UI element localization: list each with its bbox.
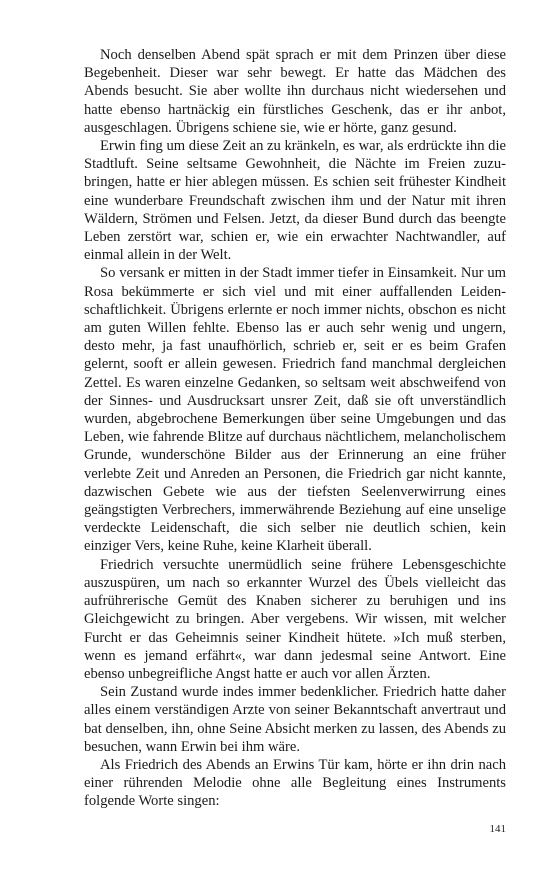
paragraph: Als Friedrich des Abends an Erwins Tür kam, hörte er ihn drin nach einer rührenden Melodie ohne alle Begleitung eines Instruments folgende Worte singen: bbox=[84, 756, 506, 810]
page-number: 141 bbox=[489, 823, 506, 835]
paragraph: So versank er mitten in der Stadt immer tiefer in Einsamkeit. Nur um Rosa bekümmerte er sich viel und mit einer auffallenden Leidenschaftlichkeit. Übrigens erlernte er noch immer nichts, obschon es nicht am guten Willen fehlte. Ebenso las er auch sehr wenig und ungern, desto mehr, ja fast unaufhörlich, schrieb er, seit er es beim Grafen gelernt, sooft er allein gewesen. Friedrich fand manchmal dergleichen Zettel. Es waren einzelne Gedanken, so seltsam weit abschweifend von der Sinnes- und Ausdrucksart unsrer Zeit, daß sie oft unverständlich wurden, abgebrochene Bemerkungen über seine Umgebungen und das Leben, wie fahrende Blitze auf durchaus nächtlichem, melancholischem Grunde, wunderschöne Bilder aus der Erinnerung an eine früher verlebte Zeit und Anreden an Personen, die Friedrich gar nicht kannte, dazwischen Gebete wie aus der tiefsten Seelenverwirrung eines geängstigten Verbrechers, immerwährende Beziehung auf eine unselige verdeckte Leidenschaft, die sich selber nie deutlich schien, kein einziger Vers, keine Ruhe, keine Klarheit überall. bbox=[84, 265, 506, 555]
paragraph: Noch denselben Abend spät sprach er mit dem Prinzen über diese Begebenheit. Dieser war sehr bewegt. Er hatte das Mädchen des Abends besucht. Sie aber wollte ihn durchaus nicht wiedersehen und hatte ebenso hartnäckig ein fürstliches Geschenk, das er ihr anbot, ausgeschlagen. Übrigens schiene sie, wie er hörte, ganz gesund. bbox=[84, 47, 506, 136]
paragraph: Friedrich versuchte unermüdlich seine frühere Lebensgeschichte auszuspüren, um nach so erkannter Wurzel des Übels vielleicht das aufrührerische Gemüt des Knaben sicherer zu beruhigen und ins Gleichgewicht zu bringen. Aber vergebens. Wir wissen, mit welcher Furcht er das Geheimnis seiner Kindheit hütete. »Ich muß sterben, wenn es jemand erfährt«, war dann jedesmal seine Antwort. Eine ebenso unbegreifliche Angst hatte er auch vor allen Ärzten. bbox=[84, 556, 506, 682]
body-text bbox=[84, 46, 506, 811]
paragraph: Erwin fing um diese Zeit an zu kränkeln, es war, als erdrückte ihn die Stadtluft. Seine seltsame Gewohnheit, die Nächte im Freien zuzubringen, hatte er hier ablegen müssen. Es schien seit frühester Kindheit eine wunderbare Freundschaft zwischen ihm und der Natur mit ihren Wäldern, Strömen und Felsen. Jetzt, da dieser Bund durch das beengte Leben zerstört war, schien er, wie ein erwachter Nachtwandler, auf einmal allein in der Welt. bbox=[84, 138, 506, 264]
paragraph: Sein Zustand wurde indes immer bedenklicher. Friedrich hatte daher alles einem verständigen Arzte von seiner Bekanntschaft anvertraut und bat denselben, ihn, ohne Seine Absicht merken zu lassen, des Abends zu besuchen, wann Erwin bei ihm wäre. bbox=[84, 684, 506, 755]
